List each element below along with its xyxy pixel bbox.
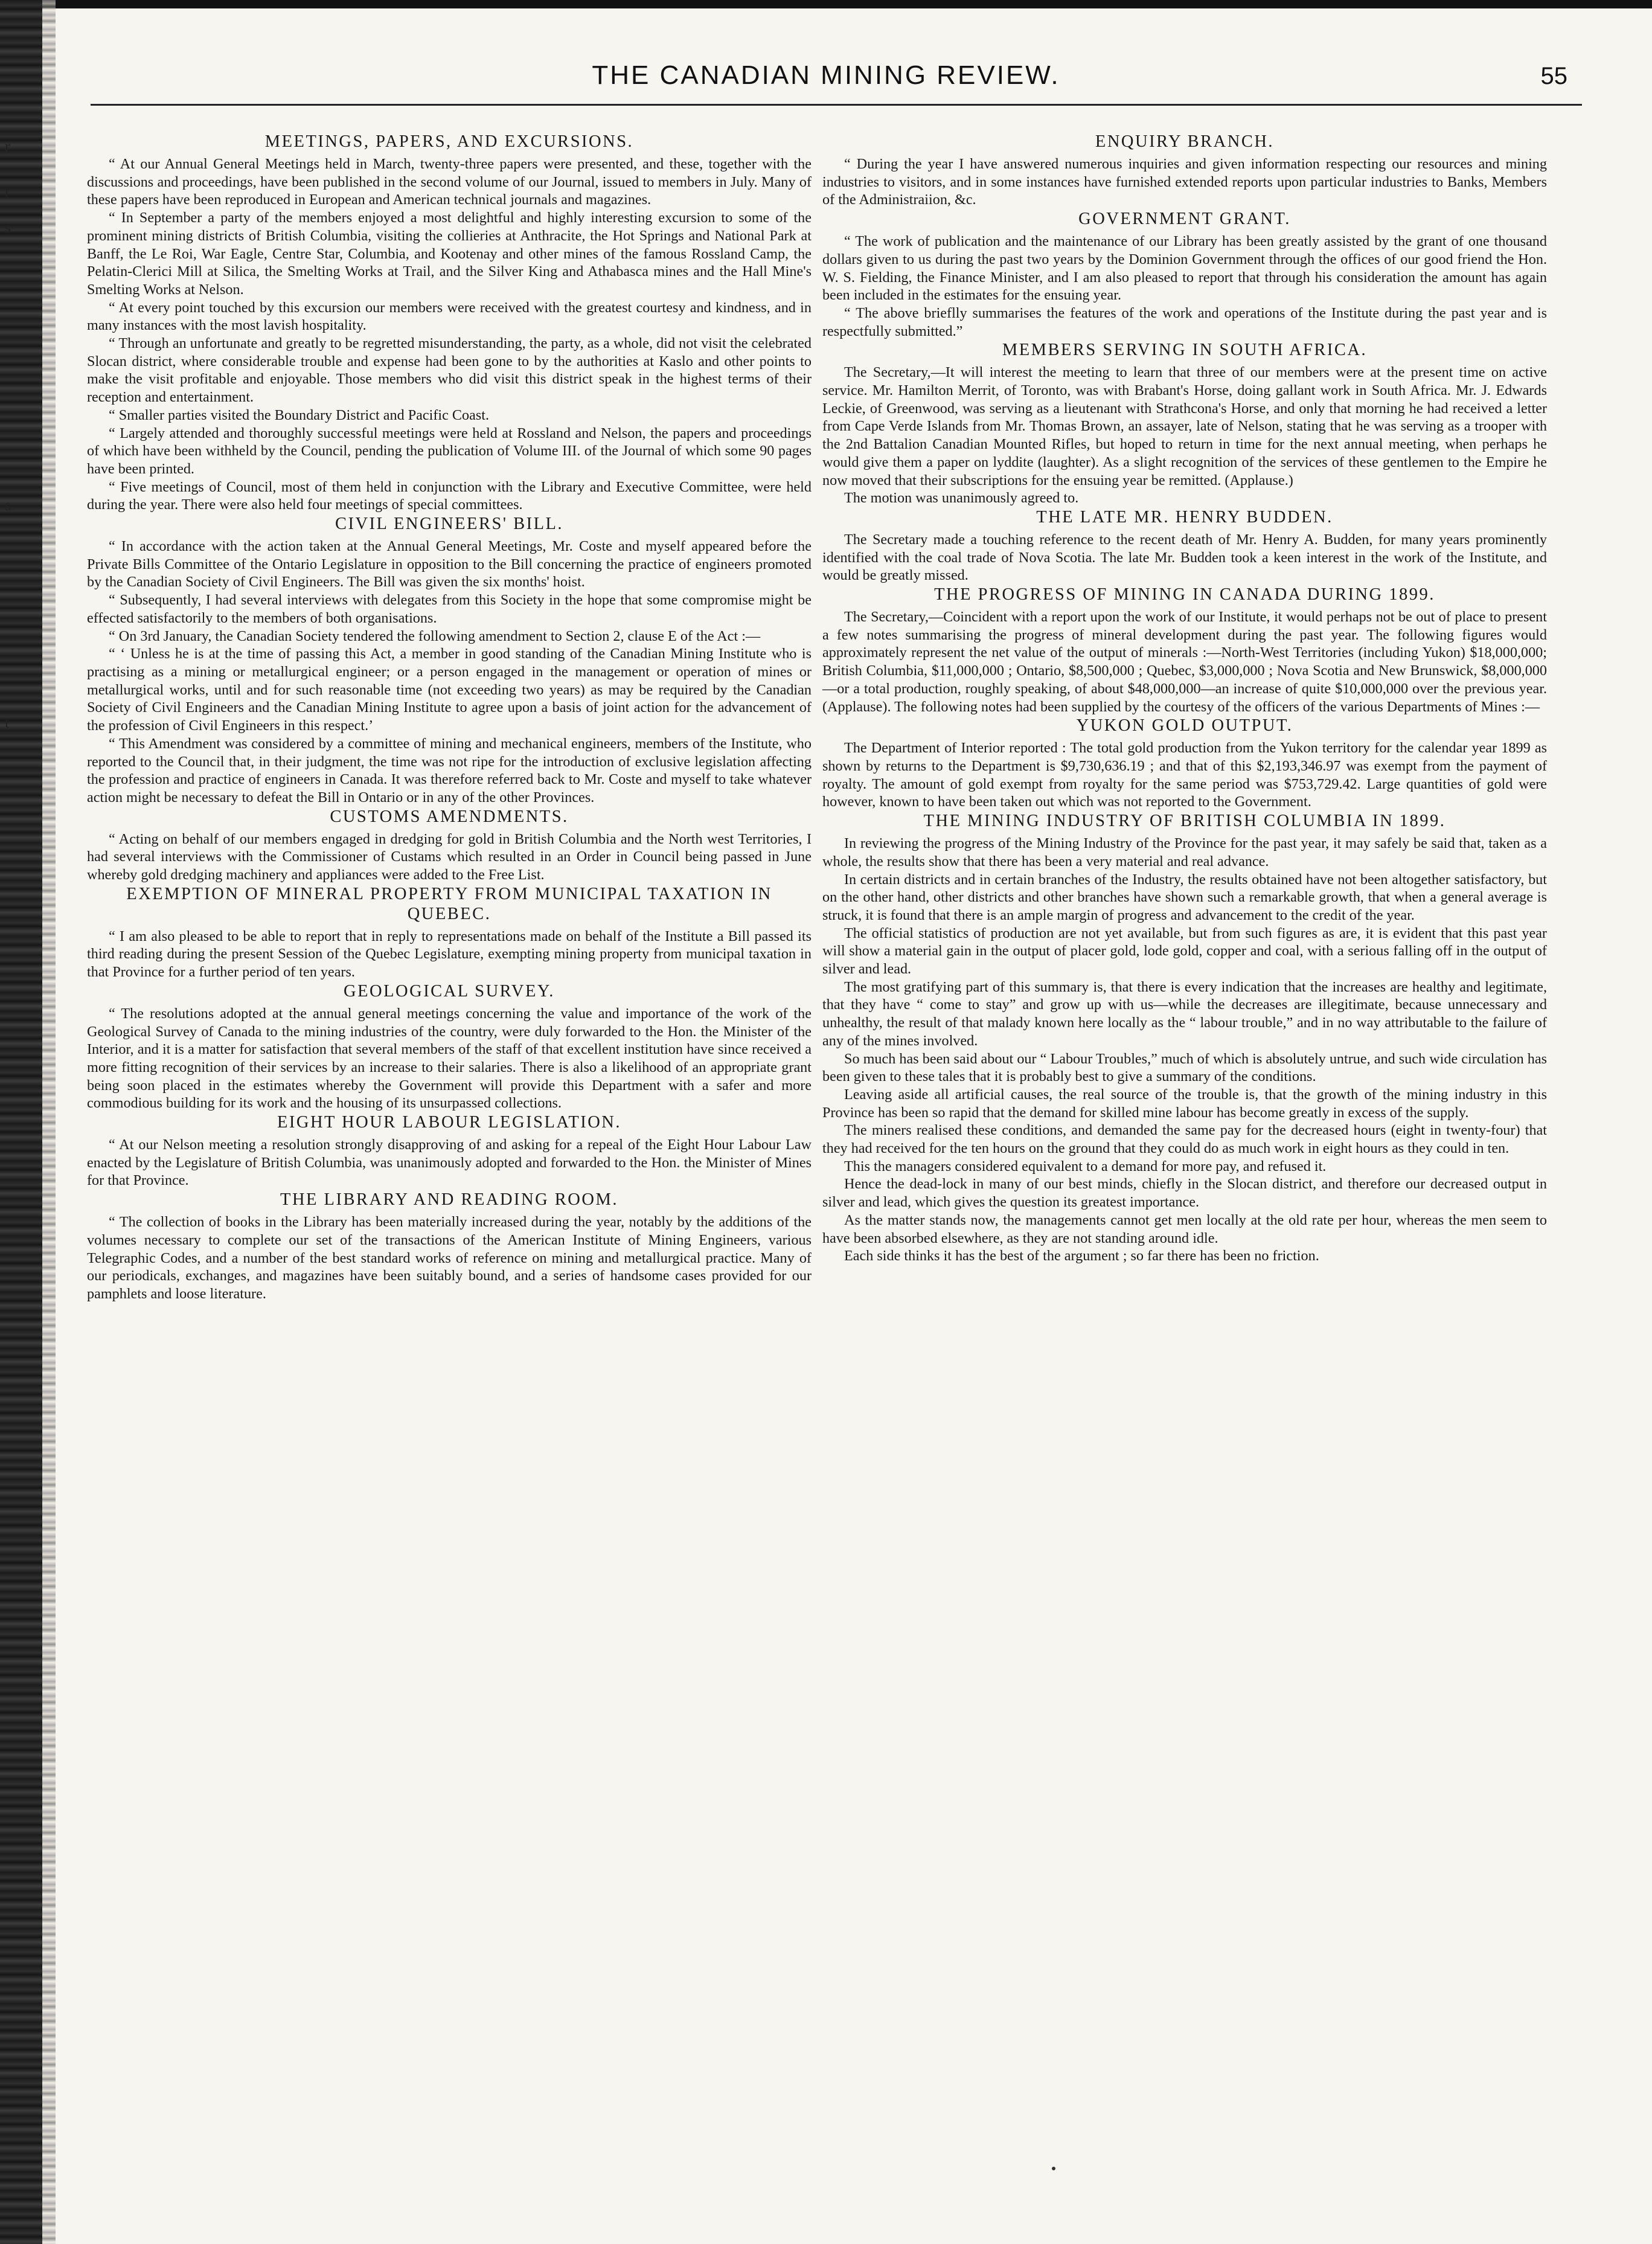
paragraph: The Secretary made a touching reference to the recent death of Mr. Henry A. Budden, for many years prominently identified with the coal trade of Nova Scotia. The late Mr. Budden took a keen interest in the work of the Institute, and would be greatly missed. xyxy=(822,531,1547,584)
paragraph: “ In accordance with the action taken at the Annual General Meetings, Mr. Coste and myself appeared before the Private Bills Committee of the Ontario Legislature in opposition to the Bill concerning the practice of engineers promoted by the Canadian Society of Civil Engineers. The Bill was given the six months' hoist. xyxy=(87,538,812,591)
section-heading: CIVIL ENGINEERS' BILL. xyxy=(335,515,564,534)
paragraph: “ In September a party of the members enjoyed a most delightful and highly interesting excursion to some of the prominent mining districts of British Columbia, visiting the collieries at Anthracite, the Hot Springs and National Park at Banff, the Le Roi, War Eagle, Centre Star, Columbia, and Kootenay and other mines of the famous Rossland Camp, the Pelatin-Clerici Mill at Silica, the Smelting Works at Trail, and the Silver King and Athabasca mines and the Hall Mine's Smelting Works at Nelson. xyxy=(87,210,812,298)
paragraph: “ Five meetings of Council, most of them held in conjunction with the Library and Executive Committee, were held during the year. There were also held four meetings of special committees. xyxy=(87,478,812,513)
paragraph: The motion was unanimously agreed to. xyxy=(844,490,1079,507)
section-the-late-mr-henry-budden xyxy=(822,507,1547,585)
section-heading: GEOLOGICAL SURVEY. xyxy=(344,981,555,1001)
paragraph: In reviewing the progress of the Mining Industry of the Province for the past year, it may safely be said that, taken as a whole, the results show that there has been a very material and real advance. xyxy=(822,835,1547,870)
paragraph: “ I am also pleased to be able to report that in reply to representations made on behalf of the Institute a Bill passed its third reading during the present Session of the Quebec Legislature, exempting mining property from municipal taxation in that Province for a further period of ten years. xyxy=(87,928,812,981)
section-the-library-and-reading-room xyxy=(87,1190,812,1303)
section-meetings-papers-and-excursions xyxy=(87,132,812,514)
paragraph: In certain districts and in certain branches of the Industry, the results obtained have not been altogether satisfactory, but on the other hand, other districts and other branches have shown such a remarkable growth, that when a general average is struck, it is found that there is an ample margin of progress and advancement to the credit of the year. xyxy=(822,871,1547,923)
paragraph: The Department of Interior reported : The total gold production from the Yukon territory for the calendar year 1899 as shown by returns to the Department is $9,730,636.19 ; and that of this $2,193,346.97 was exempt from the payment of royalty. The amount of gold exempt from royalty for the same period was $753,729.42. Large quantities of gold were however, known to have been taken out which was not reported to the Government. xyxy=(822,740,1547,810)
section-geological-survey xyxy=(87,981,812,1112)
section-heading: THE MINING INDUSTRY OF BRITISH COLUMBIA IN 1899. xyxy=(923,812,1446,831)
paragraph: “ Acting on behalf of our members engaged in dredging for gold in British Columbia and the North west Territories, I had several interviews with the Commissioner of Custams which resulted in an Order in Council being passed in June whereby gold dredging machinery and appliances were added to the Free List. xyxy=(87,830,812,883)
top-scan-border xyxy=(0,0,1652,8)
paragraph: “ The work of publication and the maintenance of our Library has been greatly assisted by the grant of one thousand dollars given to us during the past two years by the Dominion Government through the offices of our good friend the Hon. W. S. Fielding, the Finance Minister, and I am also pleased to report that through his consideration the amount has again been included in the estimates for the ensuing year. xyxy=(822,233,1547,304)
running-header-title: THE CANADIAN MINING REVIEW. xyxy=(592,60,1060,90)
section-heading: MEMBERS SERVING IN SOUTH AFRICA. xyxy=(1002,341,1368,360)
paragraph: “ At every point touched by this excursion our members were received with the greatest courtesy and kindness, and in many instances with the most lavish hospitality. xyxy=(87,299,812,334)
section-heading: THE LATE MR. HENRY BUDDEN. xyxy=(1036,507,1333,527)
paragraph: This the managers considered equivalent to a demand for more pay, and refused it. xyxy=(844,1158,1327,1175)
paragraph: “ On 3rd January, the Canadian Society tendered the following amendment to Section 2, clause E of the Act :— xyxy=(109,627,761,644)
paragraph: “ During the year I have answered numerous inquiries and given information respecting our resources and mining industries to visitors, and in some instances have furnished extended reports upon particular industries to Banks, Members of the Administraiion, &c. xyxy=(822,156,1547,208)
section-eight-hour-labour-legislation xyxy=(87,1112,812,1190)
section-heading: THE PROGRESS OF MINING IN CANADA DURING 1899. xyxy=(934,585,1435,604)
right-column xyxy=(822,132,1547,1265)
paragraph: “ At our Nelson meeting a resolution strongly disapproving of and asking for a repeal of the Eight Hour Labour Law enacted by the Legislature of British Columbia, was unanimously adopted and forwarded to the Hon. the Minister of Mines for that Province. xyxy=(87,1136,812,1189)
section-members-serving-in-south-africa xyxy=(822,340,1547,507)
margin-mark: t xyxy=(5,714,10,731)
section-government-grant xyxy=(822,209,1547,340)
section-exemption-of-mineral-property-from-municipal-taxation-in-quebec xyxy=(87,884,812,981)
paragraph: “ This Amendment was considered by a committee of mining and mechanical engineers, members of the Institute, who reported to the Council that, in their judgment, the time was not ripe for the introduction of exclusive legislation affecting the profession and practice of engineers in Canada. It was therefore referred back to Mr. Coste and myself to take whatever action might be necessary to defeat the Bill in Ontario or in any of the other Provinces. xyxy=(87,735,812,806)
section-heading: THE LIBRARY AND READING ROOM. xyxy=(280,1190,618,1210)
section-civil-engineers-bill xyxy=(87,514,812,807)
scan-binding-shadow xyxy=(42,0,56,2244)
paragraph: “ Smaller parties visited the Boundary District and Pacific Coast. xyxy=(109,406,490,423)
paragraph: “ Largely attended and thoroughly successful meetings were held at Rossland and Nelson, the papers and proceedings of which have been withheld by the Council, pending the publication of Volume III. of the Journal of which some 90 pages have been printed. xyxy=(87,425,812,477)
margin-mark: r xyxy=(5,182,10,200)
header-rule xyxy=(91,104,1582,106)
paragraph: “ ‘ Unless he is at the time of passing this Act, a member in good standing of the Canadian Mining Institute who is practising as a mining or metallurgical engineer; or a person engaged in the management or operation of mines or metallurgical works, until and for such reasonable time (not exceeding two years) as may be required by the Canadian Society of Civil Engineers and the Canadian Mining Institute to agree upon a basis of joint action for the advancement of the profession of Civil Engineers in this respect.’ xyxy=(87,646,812,734)
paragraph: So much has been said about our “ Labour Troubles,” much of which is absolutely untrue, and such wide circulation has been given to these tales that it is probably best to give a summary of the conditions. xyxy=(822,1050,1547,1085)
paragraph: Leaving aside all artificial causes, the real source of the trouble is, that the growth of the mining industry in this Province has been so rapid that the demand for skilled mine labour has become greatly in excess of the supply. xyxy=(822,1086,1547,1121)
paragraph: As the matter stands now, the managements cannot get men locally at the old rate per hour, whereas the men seem to have been absorbed elsewhere, as they are not standing around idle. xyxy=(822,1211,1547,1246)
paragraph: The official statistics of production are not yet available, but from such figures as are, it is evident that this past year will show a material gain in the output of placer gold, lode gold, copper and coal, with a serious falling off in the output of silver and lead. xyxy=(822,925,1547,978)
paragraph: Each side thinks it has the best of the argument ; so far there has been no friction. xyxy=(844,1248,1319,1265)
stray-mark xyxy=(1052,2167,1055,2170)
section-heading: EIGHT HOUR LABOUR LEGISLATION. xyxy=(277,1113,622,1132)
section-heading: ENQUIRY BRANCH. xyxy=(1095,132,1275,151)
section-customs-amendments xyxy=(87,807,812,884)
section-heading: EXEMPTION OF MINERAL PROPERTY FROM MUNICIPAL TAXATION IN QUEBEC. xyxy=(126,884,772,923)
paragraph: The Secretary,—Coincident with a report upon the work of our Institute, it would perhaps not be out of place to present a few notes summarising the progress of mineral development during the past year. The following figures would approximately represent the net value of the output of minerals :—North-West Territories (including Yukon) $18,000,000; British Columbia, $11,000,000 ; Ontario, $8,500,000 ; Quebec, $3,000,000 ; Nova Scotia and New Brunswick, $8,000,000—or a total production, roughly speaking, of about $48,000,000—an increase of quite $10,000,000 over the previous year. (Applause). The following notes had been supplied by the courtesy of the officers of the various Departments of Mines :— xyxy=(822,609,1547,715)
paragraph: “ Through an unfortunate and greatly to be regretted misunderstanding, the party, as a whole, did not visit the celebrated Slocan district, where considerable trouble and expense had been gone to by the authorities at Kaslo and other points to make the visit profitable and enjoyable. Those members who did visit this district speak in the highest terms of their reception and entertainment. xyxy=(87,335,812,406)
section-heading: GOVERNMENT GRANT. xyxy=(1078,210,1291,229)
paragraph: Hence the dead-lock in many of our best minds, chiefly in the Slocan district, and therefore our decreased output in silver and lead, which gives the question its greatest importance. xyxy=(822,1176,1547,1211)
margin-mark: r xyxy=(5,138,10,155)
paragraph: The miners realised these conditions, and demanded the same pay for the decreased hours (eight in twenty-four) that they had received for the ten hours on the ground that they could do as much work in eight hours as they could in ten. xyxy=(822,1122,1547,1157)
section-heading: YUKON GOLD OUTPUT. xyxy=(1076,716,1293,736)
section-heading: CUSTOMS AMENDMENTS. xyxy=(330,807,569,826)
left-column xyxy=(87,132,812,1303)
section-enquiry-branch xyxy=(822,132,1547,209)
section-yukon-gold-output xyxy=(822,716,1547,811)
margin-mark: s xyxy=(5,496,11,514)
paragraph: The most gratifying part of this summary is, that there is every indication that the increases are healthy and legitimate, that they have “ come to stay” and grow up with us—while the decreases are illegitimate, because unnecessary and unhealthy, the result of that malady known here locally as the “ labour trouble,” and in no way attributable to the failure of any of the mines involved. xyxy=(822,978,1547,1049)
margin-mark: s xyxy=(5,219,11,236)
paragraph: “ Subsequently, I had several interviews with delegates from this Society in the hope that some compromise might be effected satisfactorily to the members of both organisations. xyxy=(87,592,812,626)
section-the-mining-industry-of-british-columbia-in-1899 xyxy=(822,811,1547,1265)
section-heading: MEETINGS, PAPERS, AND EXCURSIONS. xyxy=(264,132,634,151)
paragraph: “ The above brieflly summarises the features of the work and operations of the Institute during the past year and is respectfully submitted.” xyxy=(822,304,1547,339)
paragraph: “ At our Annual General Meetings held in March, twenty-three papers were presented, and these, together with the discussions and proceedings, have been published in the second volume of our Journal, issued to members in July. Many of these papers have been reproduced in European and American technical journals and magazines. xyxy=(87,156,812,208)
section-the-progress-of-mining-in-canada-during-1899 xyxy=(822,585,1547,716)
paragraph: “ The resolutions adopted at the annual general meetings concerning the value and importance of the work of the Geological Survey of Canada to the mining industries of the country, were duly forwarded to the Hon. the Minister of the Interior, and it is a matter for satisfaction that several members of the staff of that excellent institution have since received a more fitting recognition of their services by an increase to their salaries. There is also a likelihood of an appropriate grant being soon placed in the estimates whereby the Government will provide this Department with a safer and more commodious building for its work and the housing of its unsurpassed collections. xyxy=(87,1005,812,1112)
paragraph: “ The collection of books in the Library has been materially increased during the year, notably by the additions of the volumes necessary to complete our set of the transactions of the American Institute of Mining Engineers, various Telegraphic Codes, and a number of the best standard works of reference on mining and metallurgical practice. Many of our periodicals, exchanges, and magazines have been suitably bound, and a series of handsome cases provided for our pamphlets and loose literature. xyxy=(87,1214,812,1302)
paragraph: The Secretary,—It will interest the meeting to learn that three of our members were at the present time on active service. Mr. Hamilton Merrit, of Toronto, was with Brabant's Horse, doing gallant work in South Africa. Mr. J. Edwards Leckie, of Greenwood, was serving as a lieutenant with Strathcona's Horse, and only that morning he had received a letter from Cape Verde Islands from Mr. Thomas Brown, an assayer, late of Nelson, stating that he was serving as a trooper with the 2nd Battalion Canadian Mounted Rifles, but hoped to return in time for the next annual meeting, when perhaps he would give them a paper on lyddite (laughter). As a slight recognition of the services of these gentlemen to the Empire he now moved that their subscriptions for the ensuing year be remitted. (Applause.) xyxy=(822,364,1547,489)
page-number: 55 xyxy=(1540,63,1567,89)
scan-binding-edge xyxy=(0,0,42,2244)
